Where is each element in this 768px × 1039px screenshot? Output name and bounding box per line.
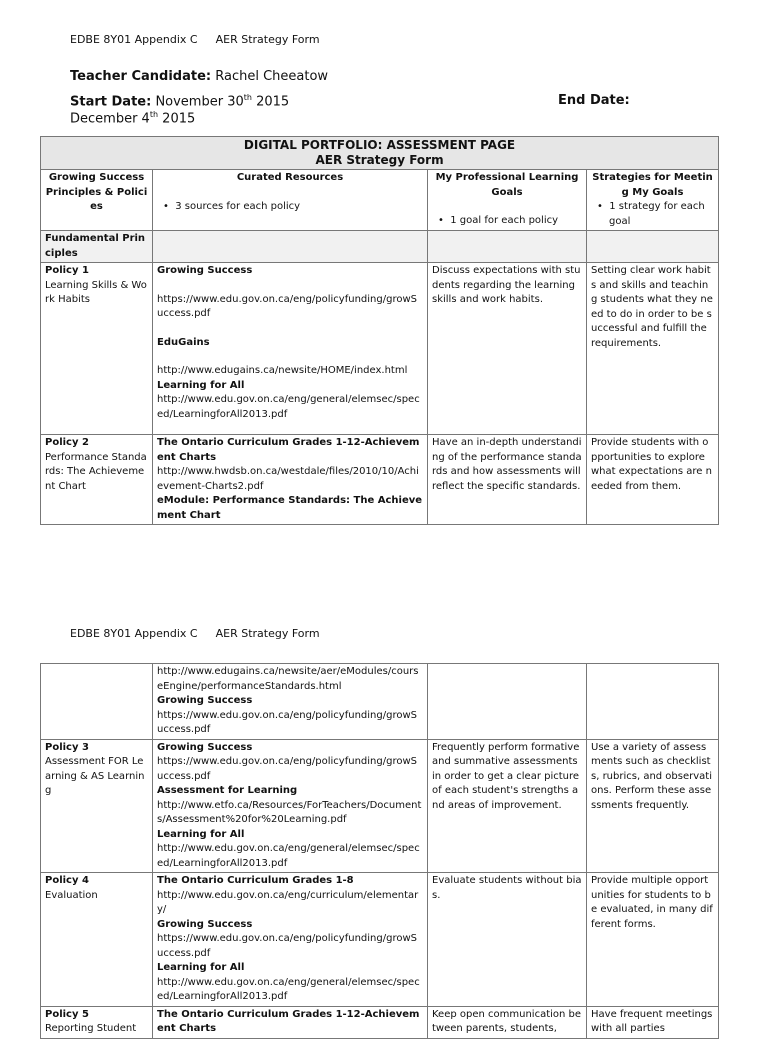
page-header: [70, 627, 320, 640]
strategy-cell: Provide multiple opportunities for students to be evaluated, in many different forms.: [587, 873, 719, 1007]
resources-bullet: • 3 sources for each policy: [163, 200, 301, 212]
policy-cell: Policy 5 Reporting Student: [41, 1006, 153, 1038]
table-row: [41, 435, 719, 525]
start-date-year: 2015: [251, 94, 290, 110]
table-row: [41, 873, 719, 1007]
end-date-sup: th: [149, 110, 159, 119]
resource-link[interactable]: http://www.hwdsb.on.ca/westdale/files/2010/10/Achievement-Charts2.pdf: [157, 466, 419, 492]
table-row: [41, 739, 719, 873]
table-row: [41, 664, 719, 740]
end-date-label: End Date:: [558, 93, 630, 108]
goal-cell: Have an in-depth understanding of the performance standards and how assessments will reflect the specific standards.: [428, 435, 587, 525]
resources-cell: The Ontario Curriculum Grades 1-12-Achievement Charts http://www.hwdsb.on.ca/westdale/files/2010/10/Achievement-Charts2.pdf eModule: Performance Standards: The Achievement Chart: [153, 435, 428, 525]
strategy-cell: Have frequent meetings with all parties: [587, 1006, 719, 1038]
goals-bullet: • 1 goal for each policy: [438, 215, 559, 226]
strategies-bullet: • 1 strategy for each goal: [597, 201, 705, 227]
policy-cell: Policy 3 Assessment FOR Learning & AS Learning: [41, 739, 153, 873]
resource-link[interactable]: http://www.edu.gov.on.ca/eng/general/elemsec/speced/LearningforAll2013.pdf: [157, 976, 420, 1002]
column-header-goals: My Professional Learning Goals • 1 goal for each policy: [428, 170, 587, 231]
course-code: EDBE 8Y01 Appendix C: [70, 33, 198, 46]
resource-link[interactable]: http://www.edugains.ca/newsite/HOME/index.html: [157, 365, 408, 376]
start-date-sup: th: [243, 93, 252, 102]
resource-link[interactable]: https://www.edu.gov.on.ca/eng/policyfunding/growSuccess.pdf: [157, 709, 417, 735]
resource-link[interactable]: http://www.edu.gov.on.ca/eng/curriculum/elementary/: [157, 889, 419, 915]
teacher-candidate-name: Rachel Cheeatow: [215, 69, 329, 84]
section-row: [41, 231, 719, 263]
strategy-cell: Setting clear work habits and skills and teaching students what they need to do in order to be successful and fulfill the requirements.: [587, 263, 719, 435]
resource-link[interactable]: http://www.edu.gov.on.ca/eng/general/elemsec/speced/LearningforAll2013.pdf: [157, 394, 420, 420]
resources-cell: The Ontario Curriculum Grades 1-8 http://www.edu.gov.on.ca/eng/curriculum/elementary/ Growing Success https://www.edu.gov.on.ca/eng/policyfunding/growSuccess.pdf Learning for All http://www.edu.gov.on.ca/eng/general/elemsec/speced/LearningforAll2013.pdf: [153, 873, 428, 1007]
page-header: [70, 33, 320, 46]
table-title: [41, 137, 719, 170]
policy-cell: Policy 2 Performance Standards: The Achievement Chart: [41, 435, 153, 525]
end-date: [70, 110, 195, 126]
resource-link[interactable]: http://www.edu.gov.on.ca/eng/general/elemsec/speced/LearningforAll2013.pdf: [157, 843, 420, 869]
column-header-strategies: Strategies for Meeting My Goals • 1 strategy for each goal: [587, 170, 719, 231]
table-row: [41, 263, 719, 435]
resource-link[interactable]: https://www.edu.gov.on.ca/eng/policyfunding/growSuccess.pdf: [157, 933, 417, 959]
resources-cell: The Ontario Curriculum Grades 1-12-Achievement Charts: [153, 1006, 428, 1038]
policy-cell: Policy 4 Evaluation: [41, 873, 153, 1007]
goal-cell: Discuss expectations with students regarding the learning skills and work habits.: [428, 263, 587, 435]
resources-cell: Growing Success https://www.edu.gov.on.ca/eng/policyfunding/growSuccess.pdf EduGains http://www.edugains.ca/newsite/HOME/index.html Learning for All http://www.edu.gov.on.ca/eng/general/elemsec/speced/LearningforAll2013.pdf: [153, 263, 428, 435]
goal-cell: Evaluate students without bias.: [428, 873, 587, 1007]
aer-strategy-table: [40, 136, 719, 525]
table-title-sub: AER Strategy Form: [315, 153, 444, 167]
resource-link[interactable]: https://www.edu.gov.on.ca/eng/policyfunding/growSuccess.pdf: [157, 293, 417, 319]
policy-cell: Policy 1 Learning Skills & Work Habits: [41, 263, 153, 435]
table-row: [41, 1006, 719, 1038]
column-header-principles: Growing Success Principles & Policies: [41, 170, 153, 231]
aer-strategy-table-continued: [40, 663, 719, 1039]
strategy-cell: Provide students with opportunities to explore what expectations are needed from them.: [587, 435, 719, 525]
form-name: AER Strategy Form: [215, 627, 320, 640]
strategy-cell: Use a variety of assessments such as checklists, rubrics, and observations. Perform these assessments frequently.: [587, 739, 719, 873]
start-date-label: Start Date:: [70, 94, 152, 110]
end-date-value: December 4: [70, 111, 150, 127]
teacher-candidate-label: Teacher Candidate:: [70, 69, 212, 84]
section-label: Fundamental Principles: [41, 231, 153, 263]
start-date: [70, 93, 289, 109]
goal-cell: Frequently perform formative and summative assessments in order to get a clear picture of each student's strengths and areas of improvement.: [428, 739, 587, 873]
column-header-row: [41, 170, 719, 231]
form-name: AER Strategy Form: [215, 33, 320, 46]
resources-cell: http://www.edugains.ca/newsite/aer/eModules/courseEngine/performanceStandards.html Growing Success https://www.edu.gov.on.ca/eng/policyfunding/growSuccess.pdf: [153, 664, 428, 740]
table-title-main: DIGITAL PORTFOLIO: ASSESSMENT PAGE: [243, 138, 516, 152]
resources-cell: Growing Success https://www.edu.gov.on.ca/eng/policyfunding/growSuccess.pdf Assessment for Learning http://www.etfo.ca/Resources/ForTeachers/Documents/Assessment%20for%20Learning.pdf Learning for All http://www.edu.gov.on.ca/eng/general/elemsec/speced/LearningforAll2013.pdf: [153, 739, 428, 873]
course-code: EDBE 8Y01 Appendix C: [70, 627, 198, 640]
resource-link[interactable]: http://www.edugains.ca/newsite/aer/eModules/courseEngine/performanceStandards.html: [157, 666, 419, 692]
column-header-resources: Curated Resources • 3 sources for each policy: [153, 170, 428, 231]
resource-link[interactable]: http://www.etfo.ca/Resources/ForTeachers/Documents/Assessment%20for%20Learning.pdf: [157, 799, 422, 825]
start-date-value: November 30: [155, 94, 244, 110]
resource-link[interactable]: https://www.edu.gov.on.ca/eng/policyfunding/growSuccess.pdf: [157, 756, 417, 782]
end-date-year: 2015: [158, 111, 196, 127]
teacher-candidate: [70, 69, 328, 84]
goal-cell: Keep open communication between parents, students,: [428, 1006, 587, 1038]
